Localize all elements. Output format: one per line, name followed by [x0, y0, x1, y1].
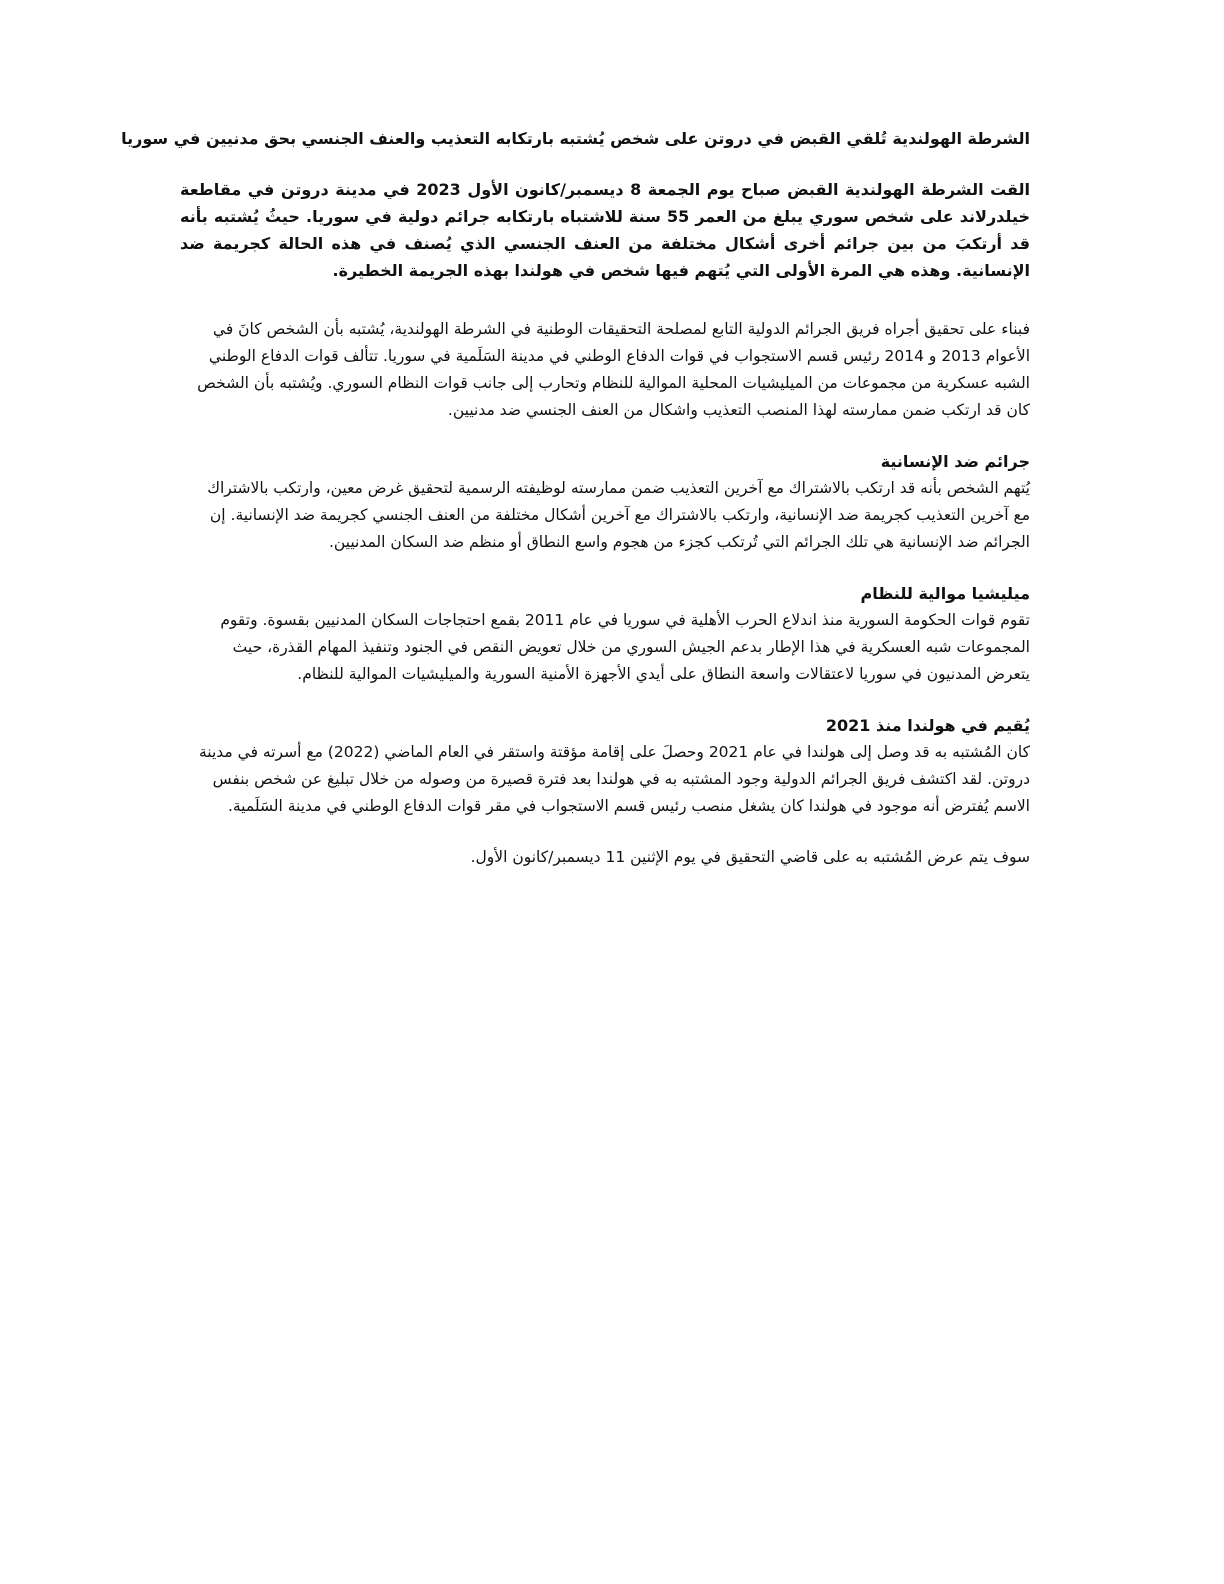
section-body: كان المُشتبه به قد وصل إلى هولندا في عام 2021 وحصلَ على إقامة مؤقتة واستقر في العام الماضي (2022) مع أسرته في مدينة دروتن. لقد اكتشف فريق الجرائم الدولية وجود المشتبه به في هولندا بعد فترة قصيرة من وصوله من خلال تبليغ عن شخص بنفس الاسم يُفترض أنه موجود في هولندا كان يشغل منصب رئيس قسم الاستجواب في مقر قوات الدفاع الوطني في مدينة السَلَمية.	[199, 743, 1030, 815]
section-heading: ميليشيا موالية للنظام	[860, 584, 1030, 603]
section-body: تقوم قوات الحكومة السورية منذ اندلاع الحرب الأهلية في سوريا في عام 2011 بقمع احتجاجات السكان المدنيين بقسوة. وتقوم المجموعات شبه العسكرية في هذا الإطار بدعم الجيش السوري من خلال تعويض النقص في الجنود وتنفيذ المهام القذرة، حيث يتعرض المدنيون في سوريا لاعتقالات واسعة النطاق على أيدي الأجهزة الأمنية السورية والميليشيات الموالية للنظام.	[220, 611, 1030, 683]
document-title: الشرطة الهولندية تُلقي القبض في دروتن على شخص يُشتبه بارتكابه التعذيب والعنف الجنسي بحق مدنيين في سوريا	[121, 129, 1030, 148]
section-residing-in-netherlands	[180, 712, 1030, 820]
section-heading: جرائم ضد الإنسانية	[880, 452, 1030, 471]
lead-paragraph: القت الشرطة الهولندية القبض صباح يوم الجمعة 8 ديسمبر/كانون الأول 2023 في مدينة دروتن في مقاطعة خيلدرلاند على شخص سوري يبلغ من العمر 55 سنة للاشتباه بارتكابه جرائم دولية في سوريا. حيثُ يُشتبه بأنه قد أرتكبَ من بين جرائم أخرى أشكال مختلفة من العنف الجنسي الذي يُصنف في هذه الحالة كجريمة ضد الإنسانية. وهذه هي المرة الأولى التي يُتهم فيها شخص في هولندا بهذه الجريمة الخطيرة.	[180, 180, 1031, 280]
document-page	[121, 126, 1031, 871]
closing-paragraph: سوف يتم عرض المُشتبه به على قاضي التحقيق في يوم الإثنين 11 ديسمبر/كانون الأول.	[470, 848, 1030, 866]
section-body: يُتهم الشخص بأنه قد ارتكب بالاشتراك مع آخرين التعذيب ضمن ممارسته لوظيفته الرسمية لتحقيق غرض معين، وارتكب بالاشتراك مع آخرين التعذيب كجريمة ضد الإنسانية، وارتكب بالاشتراك مع آخرين أشكال مختلفة من العنف الجنسي كجريمة ضد الإنسانية. إن الجرائم ضد الإنسانية هي تلك الجرائم التي تُرتكب كجزء من هجوم واسع النطاق أو منظم ضد السكان المدنيين.	[207, 479, 1030, 551]
section-heading: يُقيم في هولندا منذ 2021	[825, 716, 1030, 735]
section-pro-regime-militia	[180, 580, 1030, 688]
intro-paragraph: فبناء على تحقيق أجراه فريق الجرائم الدولية التابع لمصلحة التحقيقات الوطنية في الشرطة الهولندية، يُشتبه بأن الشخص كانَ في الأعوام 2013 و 2014 رئيس قسم الاستجواب في قوات الدفاع الوطني في مدينة السَلَمية في سوريا. تتألف قوات الدفاع الوطني الشبه عسكرية من مجموعات من الميليشيات المحلية الموالية للنظام وتحارب إلى جانب قوات النظام السوري. ويُشتبه بأن الشخص كان قد ارتكب ضمن ممارسته لهذا المنصب التعذيب واشكال من العنف الجنسي ضد مدنيين.	[197, 320, 1030, 419]
section-crimes-against-humanity	[180, 448, 1030, 556]
